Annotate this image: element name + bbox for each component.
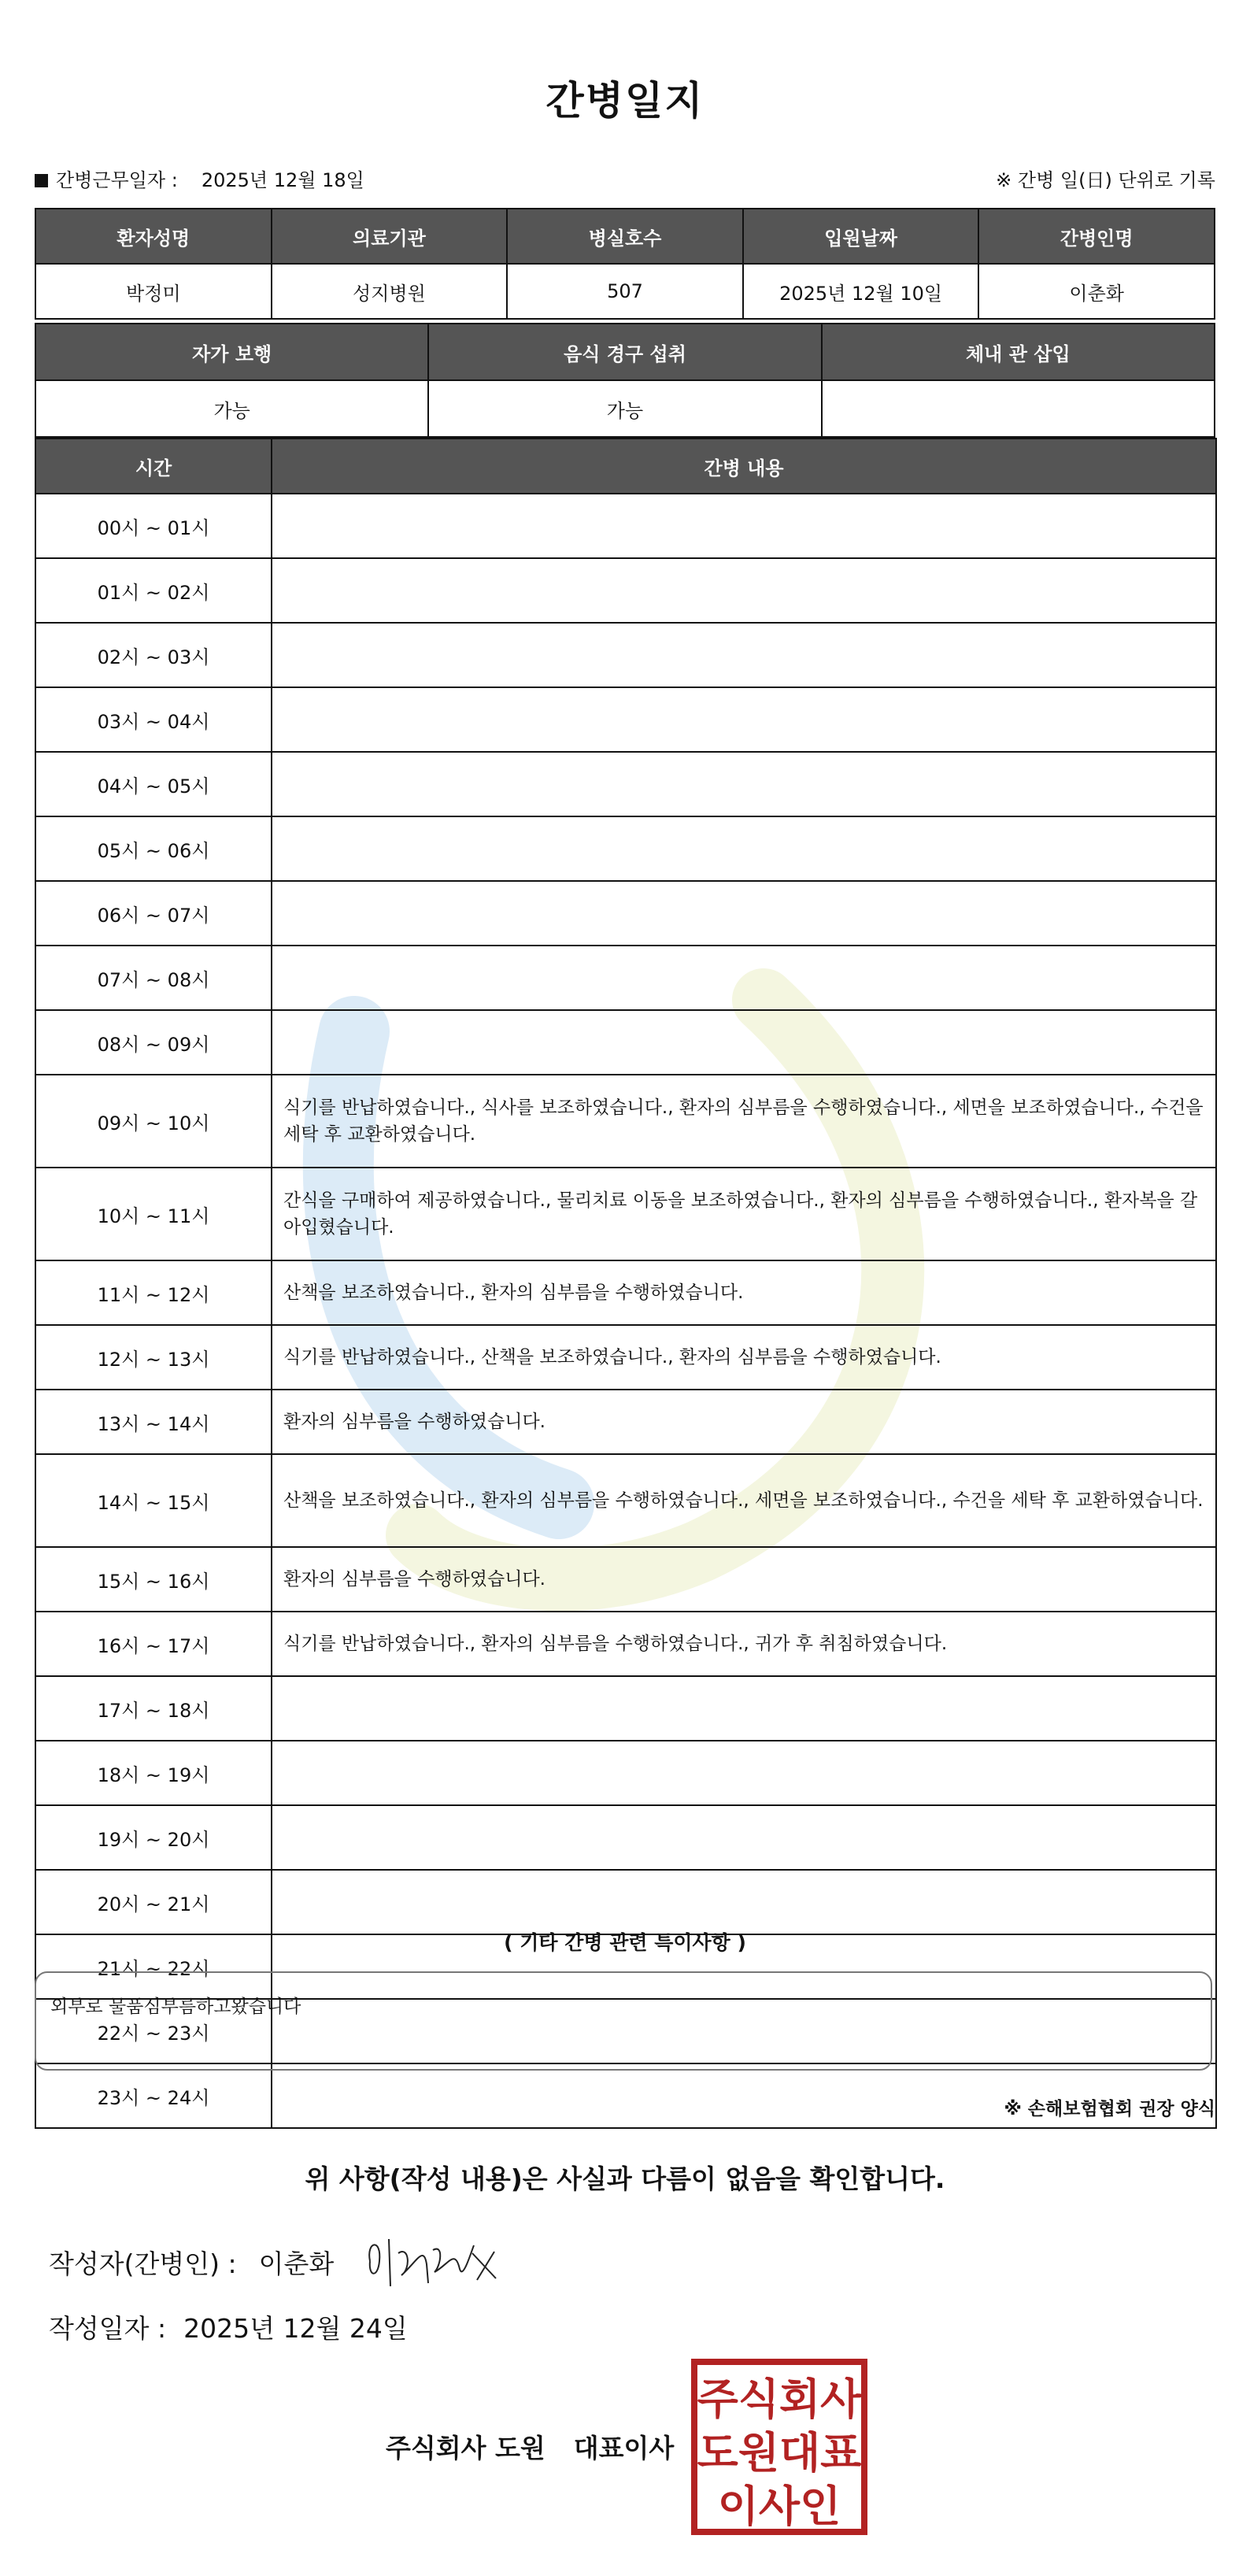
work-date-label: 간병근무일자 : xyxy=(56,168,178,191)
content-cell: 식기를 반납하였습니다., 식사를 보조하였습니다., 환자의 심부름을 수행하였습니다., 세면을 보조하였습니다., 수건을 세탁 후 교환하였습니다. xyxy=(272,1075,1216,1168)
representative-title: 대표이사 xyxy=(573,2433,675,2463)
time-cell: 01시 ~ 02시 xyxy=(35,558,272,623)
square-bullet-icon xyxy=(35,174,48,187)
written-date-label: 작성일자 : xyxy=(49,2313,167,2344)
table-row xyxy=(35,1612,1216,1676)
time-cell: 13시 ~ 14시 xyxy=(35,1390,272,1454)
content-cell: 환자의 심부름을 수행하였습니다. xyxy=(272,1547,1216,1612)
table-row xyxy=(35,946,1216,1010)
patient-status-table xyxy=(35,323,1215,438)
table-row xyxy=(35,1390,1216,1454)
table-row xyxy=(35,752,1216,816)
patient-info-table xyxy=(35,208,1215,320)
document-title: 간병일지 xyxy=(545,78,705,124)
time-cell: 15시 ~ 16시 xyxy=(35,1547,272,1612)
content-cell: 환자의 심부름을 수행하였습니다. xyxy=(272,1390,1216,1454)
content-cell xyxy=(272,494,1216,558)
hospital: 성지병원 xyxy=(272,264,508,319)
content-cell xyxy=(272,623,1216,687)
record-note: ※ 간병 일(日) 단위로 기록 xyxy=(996,168,1215,191)
written-date-line xyxy=(49,2308,408,2345)
header-walking: 자가 보행 xyxy=(35,324,428,380)
header-oral-intake: 음식 경구 섭취 xyxy=(428,324,821,380)
content-cell: 산책을 보조하였습니다., 환자의 심부름을 수행하였습니다., 세면을 보조하였습니다., 수건을 세탁 후 교환하였습니다. xyxy=(272,1454,1216,1547)
content-cell xyxy=(272,558,1216,623)
meta-row xyxy=(35,162,1215,194)
time-cell: 17시 ~ 18시 xyxy=(35,1676,272,1741)
header-room: 병실호수 xyxy=(507,209,743,264)
time-cell: 20시 ~ 21시 xyxy=(35,1870,272,1934)
form-note: ※ 손해보험협회 권장 양식 xyxy=(1004,2099,1215,2119)
time-cell: 21시 ~ 22시 xyxy=(35,1934,272,1999)
time-cell: 02시 ~ 03시 xyxy=(35,623,272,687)
table-row xyxy=(35,1676,1216,1741)
time-cell: 05시 ~ 06시 xyxy=(35,816,272,881)
svg-text:도원대표: 도원대표 xyxy=(697,2428,862,2478)
content-cell xyxy=(272,1676,1216,1741)
header-patient-name: 환자성명 xyxy=(35,209,272,264)
content-cell: 산책을 보조하였습니다., 환자의 심부름을 수행하였습니다. xyxy=(272,1260,1216,1325)
work-date-value: 2025년 12월 18일 xyxy=(201,168,364,191)
table-row xyxy=(35,1741,1216,1805)
table-row xyxy=(35,1805,1216,1870)
company-name: 주식회사 도원 xyxy=(386,2433,545,2463)
header-time: 시간 xyxy=(35,439,272,494)
content-cell xyxy=(272,1741,1216,1805)
table-row xyxy=(35,623,1216,687)
tube-status xyxy=(822,380,1215,437)
time-cell: 14시 ~ 15시 xyxy=(35,1454,272,1547)
time-cell: 23시 ~ 24시 xyxy=(35,2063,272,2128)
time-cell: 06시 ~ 07시 xyxy=(35,881,272,946)
table-row xyxy=(35,816,1216,881)
time-cell: 18시 ~ 19시 xyxy=(35,1741,272,1805)
oral-intake-status: 가능 xyxy=(428,380,821,437)
time-cell: 19시 ~ 20시 xyxy=(35,1805,272,1870)
time-cell: 16시 ~ 17시 xyxy=(35,1612,272,1676)
time-cell: 11시 ~ 12시 xyxy=(35,1260,272,1325)
table-row xyxy=(35,687,1216,752)
written-date-value: 2025년 12월 24일 xyxy=(183,2313,408,2344)
company-line xyxy=(386,2428,674,2465)
company-seal xyxy=(691,2359,867,2535)
content-cell xyxy=(272,946,1216,1010)
content-cell xyxy=(272,1805,1216,1870)
time-cell: 03시 ~ 04시 xyxy=(35,687,272,752)
signature-image xyxy=(362,2230,504,2293)
header-caregiver: 간병인명 xyxy=(978,209,1215,264)
table-row xyxy=(35,881,1216,946)
content-cell xyxy=(272,752,1216,816)
writer-label: 작성자(간병인) : xyxy=(49,2248,237,2279)
time-cell: 08시 ~ 09시 xyxy=(35,1010,272,1075)
time-cell: 04시 ~ 05시 xyxy=(35,752,272,816)
table-row xyxy=(35,1168,1216,1260)
content-cell xyxy=(272,816,1216,881)
content-cell: 식기를 반납하였습니다., 환자의 심부름을 수행하였습니다., 귀가 후 취침하였습니다. xyxy=(272,1612,1216,1676)
content-cell xyxy=(272,1870,1216,1934)
confirmation-statement: 위 사항(작성 내용)은 사실과 다름이 없음을 확인합니다. xyxy=(305,2163,945,2194)
table-row xyxy=(35,494,1216,558)
table-row xyxy=(35,1870,1216,1934)
table-row xyxy=(35,1260,1216,1325)
time-cell: 00시 ~ 01시 xyxy=(35,494,272,558)
content-cell xyxy=(272,881,1216,946)
header-admission-date: 입원날짜 xyxy=(743,209,979,264)
header-hospital: 의료기관 xyxy=(272,209,508,264)
svg-text:이사인: 이사인 xyxy=(717,2482,841,2531)
table-row xyxy=(35,1547,1216,1612)
table-row xyxy=(35,1075,1216,1168)
notes-title: ( 기타 간병 관련 특이사항 ) xyxy=(504,1931,746,1954)
admission-date: 2025년 12월 10일 xyxy=(743,264,979,319)
content-cell: 간식을 구매하여 제공하였습니다., 물리치료 이동을 보조하였습니다., 환자의 심부름을 수행하였습니다., 환자복을 갈아입혔습니다. xyxy=(272,1168,1216,1260)
time-cell: 10시 ~ 11시 xyxy=(35,1168,272,1260)
writer-name: 이춘화 xyxy=(258,2248,335,2279)
content-cell xyxy=(272,687,1216,752)
time-cell: 12시 ~ 13시 xyxy=(35,1325,272,1390)
time-cell: 09시 ~ 10시 xyxy=(35,1075,272,1168)
caregiver-name: 이춘화 xyxy=(978,264,1215,319)
time-cell: 22시 ~ 23시 xyxy=(35,1999,272,2063)
header-care-content: 간병 내용 xyxy=(272,439,1216,494)
table-row xyxy=(35,1325,1216,1390)
walking-status: 가능 xyxy=(35,380,428,437)
content-cell xyxy=(272,1010,1216,1075)
notes-box: 외부로 물품심부름하고왔습니다 xyxy=(35,1971,1212,2071)
header-tube: 체내 관 삽입 xyxy=(822,324,1215,380)
content-cell: 식기를 반납하였습니다., 산책을 보조하였습니다., 환자의 심부름을 수행하였습니다. xyxy=(272,1325,1216,1390)
table-row xyxy=(35,558,1216,623)
work-date xyxy=(35,165,364,192)
patient-name: 박정미 xyxy=(35,264,272,319)
time-cell: 07시 ~ 08시 xyxy=(35,946,272,1010)
table-row xyxy=(35,1454,1216,1547)
care-log-table xyxy=(35,438,1217,2129)
svg-text:주식회사: 주식회사 xyxy=(697,2374,862,2424)
table-row xyxy=(35,1010,1216,1075)
room-number: 507 xyxy=(507,264,743,319)
writer-line xyxy=(49,2244,334,2281)
